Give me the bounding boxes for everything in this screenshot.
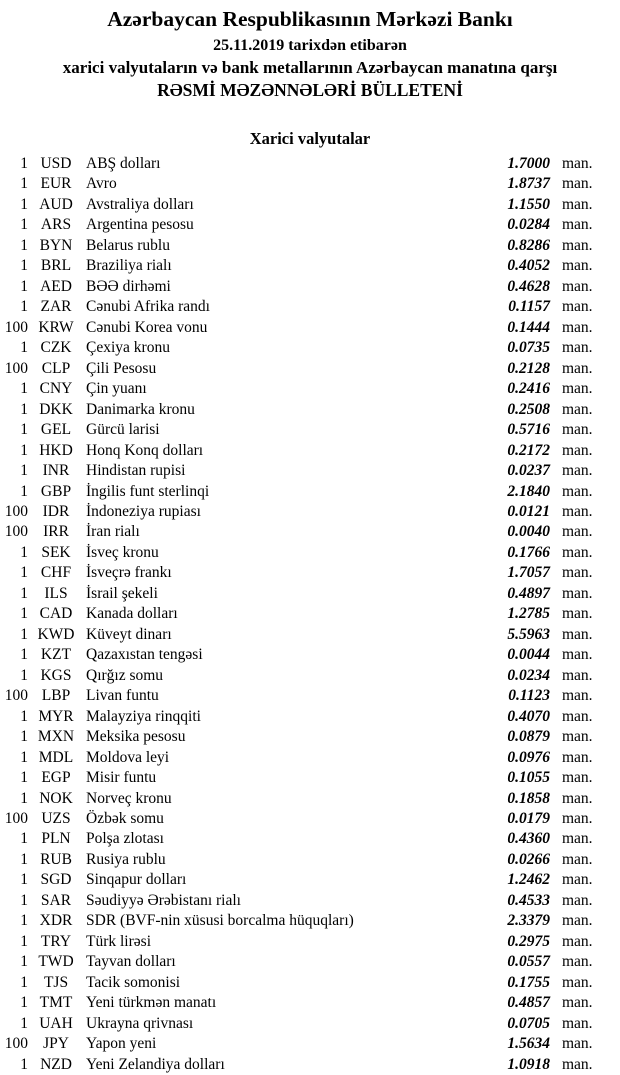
quantity-cell: 1 [20,155,28,172]
rate-row [0,809,620,829]
currency-name-cell: Meksika pesosu [86,728,186,746]
rate-value-cell: 1.1550 [507,195,550,213]
rate-value-cell: 0.1123 [508,687,550,705]
currency-name-cell: Rusiya rublu [86,850,166,868]
rate-value-cell: 1.8737 [507,175,550,193]
rate-value-cell: 0.0705 [507,1014,550,1032]
rate-value-cell: 0.0284 [507,216,550,234]
currency-name-cell: Belarus rublu [86,236,170,254]
currency-name-cell: Cənubi Afrika randı [86,298,210,316]
bank-title: Azərbaycan Respublikasının Mərkəzi Bankı [107,7,513,31]
currency-name-cell: Yeni türkmən manatı [86,994,217,1012]
unit-cell: man. [562,482,593,500]
rate-value-cell: 0.0121 [507,502,550,520]
currency-name-cell: Polşa zlotası [86,830,164,848]
rate-value-cell: 0.0976 [507,748,550,766]
rate-value-cell: 0.0179 [507,810,550,827]
quantity-cell: 1 [20,728,28,746]
currency-code-cell: MYR [38,707,74,725]
unit-cell: man. [562,932,593,950]
currency-code-cell: UAH [39,1014,73,1032]
currency-code-cell: PLN [41,830,71,848]
rate-row [0,748,620,768]
rate-value-cell: 0.0234 [507,666,550,684]
rate-value-cell: 0.0879 [507,728,550,746]
quantity-cell: 100 [4,1035,28,1053]
rate-row [0,932,620,952]
quantity-cell: 1 [20,891,28,909]
quantity-cell: 100 [4,810,28,827]
quantity-cell: 1 [20,953,28,971]
currency-code-cell: TWD [38,953,74,971]
unit-cell: man. [562,994,593,1012]
currency-code-cell: IDR [42,502,70,520]
rate-row [0,502,620,522]
rate-value-cell: 0.2172 [507,441,550,459]
quantity-cell: 1 [20,707,28,725]
currency-code-cell: BYN [39,236,73,254]
rate-row [0,870,620,890]
currency-name-cell: Qırğız somu [86,666,164,684]
currency-code-cell: BRL [40,257,72,275]
rate-value-cell: 0.4070 [507,707,550,725]
rate-row [0,420,620,440]
currency-code-cell: INR [42,462,70,480]
currency-name-cell: Moldova leyi [86,748,170,766]
quantity-cell: 1 [20,462,28,480]
currency-name-cell: İsveç kronu [86,543,159,561]
currency-name-cell: İran rialı [86,523,140,541]
currency-code-cell: HKD [39,441,73,459]
rate-value-cell: 0.1157 [508,298,550,316]
unit-cell: man. [562,523,593,541]
document-header [0,0,620,102]
rate-value-cell: 2.3379 [507,912,550,930]
quantity-cell: 1 [20,912,28,930]
currency-code-cell: KGS [40,666,72,684]
quantity-cell: 1 [20,605,28,623]
quantity-cell: 1 [20,421,28,439]
unit-cell: man. [562,769,593,787]
currency-code-cell: GBP [40,482,72,500]
quantity-cell: 1 [20,1055,28,1073]
unit-cell: man. [562,1014,593,1032]
unit-cell: man. [562,625,593,643]
currency-name-cell: Argentina pesosu [86,216,194,234]
currency-code-cell: ILS [44,584,68,602]
rate-row [0,297,620,317]
rate-row [0,789,620,809]
currency-name-cell: Kanada dolları [86,605,178,623]
currency-name-cell: Cənubi Korea vonu [86,318,208,336]
unit-cell: man. [562,748,593,766]
unit-cell: man. [562,850,593,868]
quantity-cell: 1 [20,543,28,561]
effective-date-line: 25.11.2019 tarixdən etibarən [213,37,407,54]
quantity-cell: 1 [20,257,28,275]
rate-row [0,604,620,624]
currency-code-cell: AED [40,277,72,295]
unit-cell: man. [562,728,593,746]
currency-name-cell: BƏƏ dirhəmi [86,277,171,295]
rate-value-cell: 0.1055 [507,769,550,787]
unit-cell: man. [562,441,593,459]
unit-cell: man. [562,257,593,275]
currency-name-cell: Ukrayna qrivnası [86,1014,194,1032]
rate-value-cell: 0.8286 [507,236,550,254]
rate-value-cell: 1.2785 [507,605,550,623]
rate-row [0,277,620,297]
quantity-cell: 1 [20,441,28,459]
quantity-cell: 100 [4,318,28,336]
currency-name-cell: SDR (BVF-nin xüsusi borcalma hüquqları) [86,912,354,930]
rate-row [0,584,620,604]
rate-value-cell: 0.4857 [507,994,550,1012]
currency-code-cell: SAR [40,891,72,909]
currency-name-cell: Tayvan dolları [86,953,176,971]
quantity-cell: 1 [20,482,28,500]
rate-row [0,236,620,256]
currency-name-cell: Avro [86,175,117,193]
quantity-cell: 1 [20,1014,28,1032]
currency-name-cell: Səudiyyə Ərəbistanı rialı [86,891,241,909]
rate-value-cell: 0.1755 [507,973,550,991]
rate-value-cell: 1.5634 [507,1035,550,1053]
unit-cell: man. [562,318,593,336]
unit-cell: man. [562,912,593,930]
rate-row [0,174,620,194]
currency-code-cell: LBP [41,687,71,705]
rates-table [0,154,620,1075]
unit-cell: man. [562,605,593,623]
rate-value-cell: 2.1840 [507,482,550,500]
currency-name-cell: Çili Pesosu [86,359,157,377]
unit-cell: man. [562,810,593,827]
quantity-cell: 100 [4,687,28,705]
currency-name-cell: Hindistan rupisi [86,462,186,480]
currency-code-cell: KWD [37,625,75,643]
rate-row [0,318,620,338]
quantity-cell: 100 [4,502,28,520]
rate-row [0,195,620,215]
rate-row [0,666,620,686]
currency-code-cell: EGP [41,769,71,787]
rate-value-cell: 0.0237 [507,462,550,480]
rate-row [0,891,620,911]
rate-value-cell: 1.2462 [507,871,550,889]
currency-name-cell: İsrail şekeli [86,584,158,602]
rate-row [0,461,620,481]
currency-code-cell: UZS [41,810,71,827]
quantity-cell: 1 [20,195,28,213]
rate-row [0,993,620,1013]
quantity-cell: 1 [20,748,28,766]
rate-row [0,625,620,645]
unit-cell: man. [562,277,593,295]
currency-code-cell: NZD [40,1055,72,1073]
quantity-cell: 1 [20,789,28,807]
rate-value-cell: 0.1444 [507,318,550,336]
bulletin-title: RƏSMİ MƏZƏNNƏLƏRİ BÜLLETENİ [157,80,463,100]
currency-name-cell: Tacik somonisi [86,973,181,991]
quantity-cell: 1 [20,932,28,950]
quantity-cell: 1 [20,973,28,991]
currency-name-cell: Qazaxıstan tengəsi [86,646,203,664]
currency-code-cell: TJS [43,973,69,991]
unit-cell: man. [562,646,593,664]
currency-code-cell: CNY [39,380,73,398]
rate-row [0,707,620,727]
currency-name-cell: İngilis funt sterlinqi [86,482,210,500]
currency-code-cell: SGD [40,871,72,889]
currency-name-cell: Çexiya kronu [86,339,170,357]
unit-cell: man. [562,155,593,172]
unit-cell: man. [562,789,593,807]
rate-value-cell: 1.0918 [507,1055,550,1073]
unit-cell: man. [562,707,593,725]
unit-cell: man. [562,195,593,213]
unit-cell: man. [562,400,593,418]
quantity-cell: 1 [20,564,28,582]
currency-name-cell: ABŞ dolları [86,155,161,172]
quantity-cell: 100 [4,523,28,541]
rate-row [0,522,620,542]
currency-code-cell: JPY [43,1035,69,1053]
rate-value-cell: 0.4360 [507,830,550,848]
rate-row [0,563,620,583]
unit-cell: man. [562,973,593,991]
rate-value-cell: 0.4897 [507,584,550,602]
rate-row [0,727,620,747]
currency-code-cell: ARS [40,216,72,234]
currency-code-cell: GEL [40,421,72,439]
unit-cell: man. [562,1055,593,1073]
rate-value-cell: 0.5716 [507,421,550,439]
currency-name-cell: Danimarka kronu [86,400,195,418]
quantity-cell: 1 [20,625,28,643]
quantity-cell: 1 [20,769,28,787]
currency-name-cell: Çin yuanı [86,380,147,398]
rate-row [0,154,620,174]
rate-row [0,768,620,788]
rate-value-cell: 0.0266 [507,850,550,868]
currency-name-cell: Braziliya rialı [86,257,172,275]
subtitle-line: xarici valyutaların və bank metallarının Azərbaycan manatına qarşı [62,58,558,77]
rate-value-cell: 0.2508 [507,400,550,418]
rate-value-cell: 1.7000 [507,155,550,172]
currency-code-cell: ZAR [40,298,72,316]
rate-value-cell: 0.1766 [507,543,550,561]
quantity-cell: 1 [20,236,28,254]
rate-value-cell: 0.2416 [507,380,550,398]
currency-code-cell: RUB [40,850,72,868]
currency-code-cell: DKK [39,400,73,418]
currency-name-cell: Avstraliya dolları [86,195,194,213]
quantity-cell: 1 [20,216,28,234]
currency-code-cell: SEK [41,543,71,561]
currency-code-cell: NOK [39,789,73,807]
rate-value-cell: 0.4628 [507,277,550,295]
rate-value-cell: 0.0735 [507,339,550,357]
rate-row [0,482,620,502]
rate-row [0,400,620,420]
section-title-foreign-currencies: Xarici valyutalar [249,129,371,148]
rate-row [0,686,620,706]
rate-value-cell: 1.7057 [507,564,550,582]
unit-cell: man. [562,298,593,316]
currency-code-cell: AUD [39,195,73,213]
currency-name-cell: Livan funtu [86,687,159,705]
rate-row [0,1014,620,1034]
quantity-cell: 1 [20,584,28,602]
rate-row [0,543,620,563]
unit-cell: man. [562,502,593,520]
quantity-cell: 100 [4,359,28,377]
quantity-cell: 1 [20,380,28,398]
quantity-cell: 1 [20,277,28,295]
rate-row [0,645,620,665]
unit-cell: man. [562,891,593,909]
unit-cell: man. [562,380,593,398]
currency-code-cell: CHF [40,564,72,582]
currency-code-cell: TMT [39,994,73,1012]
rate-row [0,829,620,849]
currency-code-cell: KZT [40,646,72,664]
unit-cell: man. [562,830,593,848]
currency-code-cell: TRY [40,932,72,950]
rate-row [0,952,620,972]
quantity-cell: 1 [20,871,28,889]
currency-name-cell: Küveyt dinarı [86,625,172,643]
currency-name-cell: Yapon yeni [86,1035,157,1053]
rate-value-cell: 0.2128 [507,359,550,377]
currency-code-cell: CLP [41,359,71,377]
rate-value-cell: 0.1858 [507,789,550,807]
rate-value-cell: 0.0044 [507,646,550,664]
rate-value-cell: 0.0040 [507,523,550,541]
unit-cell: man. [562,462,593,480]
rate-value-cell: 0.4052 [507,257,550,275]
unit-cell: man. [562,953,593,971]
unit-cell: man. [562,564,593,582]
currency-code-cell: USD [40,155,72,172]
currency-name-cell: Sinqapur dolları [86,871,187,889]
rate-row [0,215,620,235]
rate-row [0,379,620,399]
rate-row [0,1055,620,1075]
unit-cell: man. [562,421,593,439]
currency-name-cell: Norveç kronu [86,789,172,807]
currency-name-cell: Gürcü larisi [86,421,160,439]
unit-cell: man. [562,175,593,193]
quantity-cell: 1 [20,994,28,1012]
unit-cell: man. [562,543,593,561]
rate-row [0,911,620,931]
unit-cell: man. [562,687,593,705]
rate-value-cell: 5.5963 [507,625,550,643]
currency-name-cell: Yeni Zelandiya dolları [86,1055,225,1073]
unit-cell: man. [562,666,593,684]
quantity-cell: 1 [20,850,28,868]
rate-row [0,973,620,993]
currency-name-cell: Özbək somu [86,810,164,827]
currency-code-cell: MXN [37,728,75,746]
rate-row [0,441,620,461]
unit-cell: man. [562,236,593,254]
rate-value-cell: 0.4533 [507,891,550,909]
unit-cell: man. [562,359,593,377]
currency-name-cell: Honq Konq dolları [86,441,204,459]
unit-cell: man. [562,871,593,889]
currency-name-cell: İndoneziya rupiası [86,502,201,520]
currency-code-cell: XDR [39,912,73,930]
currency-name-cell: Malayziya rinqqiti [86,707,201,725]
unit-cell: man. [562,584,593,602]
quantity-cell: 1 [20,175,28,193]
currency-name-cell: İsveçrə frankı [86,564,172,582]
rate-value-cell: 0.0557 [507,953,550,971]
currency-name-cell: Türk lirəsi [86,932,151,950]
quantity-cell: 1 [20,830,28,848]
currency-code-cell: CZK [40,339,72,357]
unit-cell: man. [562,1035,593,1053]
currency-name-cell: Misir funtu [86,769,157,787]
quantity-cell: 1 [20,646,28,664]
rate-row [0,1034,620,1054]
rate-value-cell: 0.2975 [507,932,550,950]
quantity-cell: 1 [20,298,28,316]
rate-row [0,850,620,870]
quantity-cell: 1 [20,666,28,684]
currency-code-cell: KRW [38,318,74,336]
unit-cell: man. [562,216,593,234]
currency-code-cell: MDL [38,748,74,766]
rate-row [0,359,620,379]
currency-code-cell: IRR [43,523,69,541]
currency-code-cell: CAD [39,605,73,623]
rate-row [0,256,620,276]
rate-row [0,338,620,358]
quantity-cell: 1 [20,400,28,418]
currency-code-cell: EUR [40,175,72,193]
unit-cell: man. [562,339,593,357]
quantity-cell: 1 [20,339,28,357]
